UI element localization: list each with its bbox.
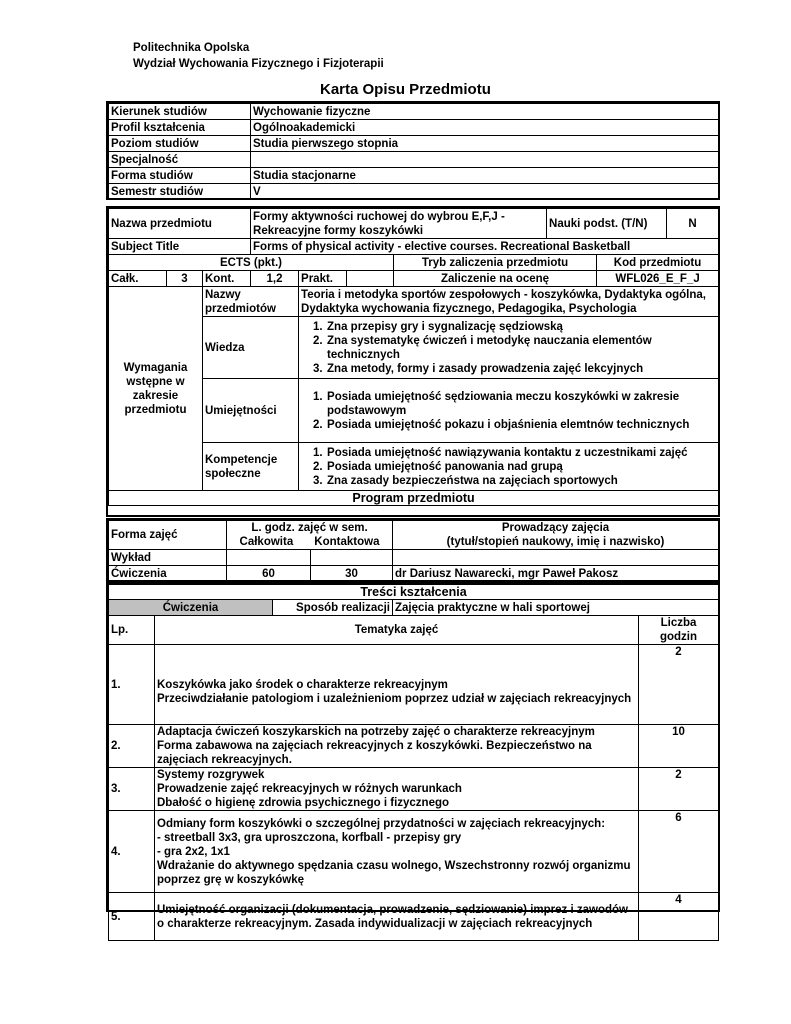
topic-line: Odmiany form koszykówki o szczególnej przydatności w zajęciach rekreacyjnych: [157, 817, 606, 830]
umiej-label: Umiejętności [203, 379, 299, 443]
study-value: Studia stacjonarne [251, 168, 719, 184]
topic-line: Koszykówka jako środek o charakterze rekreacyjnym [157, 678, 448, 691]
topic-line: - gra 2x2, 1x1 [157, 845, 230, 858]
topic-line: Dbałość o higienę zdrowia psychicznego i fizycznego [157, 797, 450, 809]
row-lp: 4. [109, 811, 155, 893]
tryb-header: Tryb zaliczenia przedmiotu [394, 255, 597, 271]
program-row [109, 566, 719, 582]
program-forma: Ćwiczenia [109, 566, 227, 582]
study-row [109, 104, 719, 120]
topic-line: Forma zabawowa na zajęciach rekreacyjnych z koszykówki. Bezpieczeństwo na zajęciach rekreacyjnych. [157, 740, 592, 766]
prow-sub: (tytuł/stopień naukowy, imię i nazwisko) [446, 536, 665, 548]
study-row [109, 120, 719, 136]
program-forma: Wykład [109, 550, 227, 566]
komp-list [301, 446, 716, 488]
forma-label: Forma zajęć [109, 521, 227, 550]
item-text: Zna metody, formy i zasady prowadzenia zajęć lekcyjnych [327, 362, 644, 375]
item-text: Zna systematykę ćwiczeń i metodykę nauczania elementów technicznych [327, 334, 652, 361]
study-row [109, 168, 719, 184]
kod-value: WFL026_E_F_J [597, 271, 719, 287]
table-row [109, 893, 719, 941]
sposob-value: Zajęcia praktyczne w hali sportowej [393, 600, 719, 616]
topic-line: Systemy rozgrywek [157, 769, 265, 781]
umiej-list [301, 390, 716, 432]
subject-table [108, 208, 719, 506]
item-number: 2. [313, 460, 323, 473]
item-text: Posiada umiejętność pokazu i objaśnienia elemtnów technicznych [327, 418, 690, 431]
nauki-label: Nauki podst. (T/N) [547, 209, 667, 239]
item-text: Posiada umiejętność sędziowania meczu koszykówki w zakresie podstawowym [327, 390, 680, 417]
study-label: Semestr studiów [109, 184, 251, 200]
lp-header: Lp. [109, 616, 155, 645]
study-label: Profil kształcenia [109, 120, 251, 136]
program-prow [393, 550, 719, 566]
list-item [313, 362, 716, 376]
list-item [313, 320, 716, 334]
list-item [313, 460, 716, 474]
study-value: Wychowanie fizyczne [251, 104, 719, 120]
content-title: Treści kształcenia [109, 585, 719, 600]
topic-line: Adaptacja ćwiczeń koszykarskich na potrzeby zajęć o charakterze rekreacyjnym [157, 726, 595, 738]
study-row [109, 184, 719, 200]
item-number: 2. [313, 418, 323, 431]
topic-line: - streetball 3x3, gra uproszczona, korfball - przepisy gry [157, 831, 462, 844]
kont-value: 1,2 [251, 271, 299, 287]
study-label: Kierunek studiów [109, 104, 251, 120]
study-label: Poziom studiów [109, 136, 251, 152]
study-value: Studia pierwszego stopnia [251, 136, 719, 152]
item-number: 2. [313, 334, 323, 347]
faculty-name: Wydział Wychowania Fizycznego i Fizjoterapii [133, 58, 384, 70]
university-name: Politechnika Opolska [133, 42, 250, 54]
sposob-label: Sposób realizacji [273, 600, 393, 616]
ects-header: ECTS (pkt.) [109, 255, 394, 271]
kont-label: Kont. [203, 271, 251, 287]
godz-header: Liczba godzin [639, 616, 719, 645]
subject-title-label: Subject Title [109, 239, 251, 255]
item-text: Zna przepisy gry i sygnalizację sędziowską [327, 320, 563, 333]
topic-line: Wdrażanie do aktywnego spędzania czasu wolnego, Wszechstronny rozwój organizmu poprzez grę w koszykówkę [157, 859, 631, 886]
study-value: V [251, 184, 719, 200]
row-hours: 6 [639, 811, 719, 893]
study-label: Specjalność [109, 152, 251, 168]
prow-label: Prowadzący zajęcia [501, 522, 610, 534]
cw-label: Ćwiczenia [109, 600, 273, 616]
program-calk [227, 550, 311, 566]
table-row [109, 725, 719, 768]
program-calk: 60 [227, 566, 311, 582]
prakt-label: Prakt. [299, 271, 347, 287]
list-item [313, 474, 716, 488]
content-table [108, 584, 719, 941]
row-lp: 2. [109, 725, 155, 768]
kontakt-col-label: Kontaktowa [314, 536, 380, 548]
topic-line: Prowadzenie zajęć rekreacyjnych w różnych warunkach [157, 783, 462, 795]
program-title: Program przedmiotu [109, 491, 719, 506]
subject-title-value: Forms of physical activity - elective courses. Recreational Basketball [251, 239, 719, 255]
item-text: Zna zasady bezpieczeństwa na zajęciach sportowych [327, 474, 618, 487]
row-hours: 10 [639, 725, 719, 768]
study-value: Ogólnoakademicki [251, 120, 719, 136]
subject-name-label: Nazwa przedmiotu [109, 209, 251, 239]
study-table [108, 103, 719, 200]
row-topic [155, 725, 639, 768]
prakt-value [347, 271, 394, 287]
study-label: Forma studiów [109, 168, 251, 184]
table-row [109, 768, 719, 811]
list-item [313, 418, 716, 432]
nauki-value: N [667, 209, 719, 239]
row-topic [155, 768, 639, 811]
row-lp: 5. [109, 893, 155, 941]
list-item [313, 390, 716, 418]
wiedza-list [301, 320, 716, 376]
program-kont: 30 [311, 566, 393, 582]
list-item [313, 446, 716, 460]
topic-line: Przeciwdziałanie patologiom i uzależnieniom poprzez udział w zajęciach rekreacyjnych [157, 692, 632, 705]
row-topic [155, 893, 639, 941]
program-kont [311, 550, 393, 566]
item-number: 1. [313, 320, 323, 333]
table-row [109, 811, 719, 893]
row-hours: 2 [639, 645, 719, 725]
item-text: Posiada umiejętność panowania nad grupą [327, 460, 563, 473]
row-topic [155, 645, 639, 725]
calk-value: 3 [167, 271, 203, 287]
item-number: 1. [313, 446, 323, 459]
row-lp: 1. [109, 645, 155, 725]
calk-label: Całk. [109, 271, 167, 287]
wiedza-label: Wiedza [203, 317, 299, 379]
nazwy-value: Teoria i metodyka sportów zespołowych - koszykówka, Dydaktyka ogólna, Dydaktyka wychowania fizycznego, Pedagogika, Psychologia [299, 287, 719, 317]
item-number: 1. [313, 390, 323, 403]
program-row [109, 550, 719, 566]
study-value [251, 152, 719, 168]
subject-name-value: Formy aktywności ruchowej do wybrou E,F,J - Rekreacyjne formy koszykówki [251, 209, 547, 239]
topic-line: Umiejętność organizacji (dokumentacja, prowadzenie, sędziowanie) imprez i zawodów o charakterze rekreacyjnym. Zasada indywidualizacji w zajęciach rekreacyjnych [157, 903, 628, 930]
nazwy-label: Nazwy przedmiotów [203, 287, 299, 317]
item-text: Posiada umiejętność nawiązywania kontaktu z uczestnikami zajęć [327, 446, 688, 459]
komp-label: Kompetencje społeczne [203, 443, 299, 491]
requirements-label: Wymagania wstępne w zakresie przedmiotu [109, 287, 203, 491]
page-title: Karta Opisu Przedmiotu [320, 81, 491, 98]
list-item [313, 334, 716, 362]
row-hours: 4 [639, 893, 719, 941]
row-lp: 3. [109, 768, 155, 811]
program-prow: dr Dariusz Nawarecki, mgr Paweł Pakosz [393, 566, 719, 582]
table-row [109, 645, 719, 725]
item-number: 3. [313, 474, 323, 487]
row-topic [155, 811, 639, 893]
tem-header: Tematyka zajęć [155, 616, 639, 645]
godz-label: L. godz. zajęć w sem. [251, 522, 368, 534]
study-row [109, 136, 719, 152]
tryb-value: Zaliczenie na ocenę [394, 271, 597, 287]
study-row [109, 152, 719, 168]
row-hours: 2 [639, 768, 719, 811]
item-number: 3. [313, 362, 323, 375]
kod-header: Kod przedmiotu [597, 255, 719, 271]
calk-col-label: Całkowita [239, 536, 294, 548]
program-table [108, 520, 719, 582]
